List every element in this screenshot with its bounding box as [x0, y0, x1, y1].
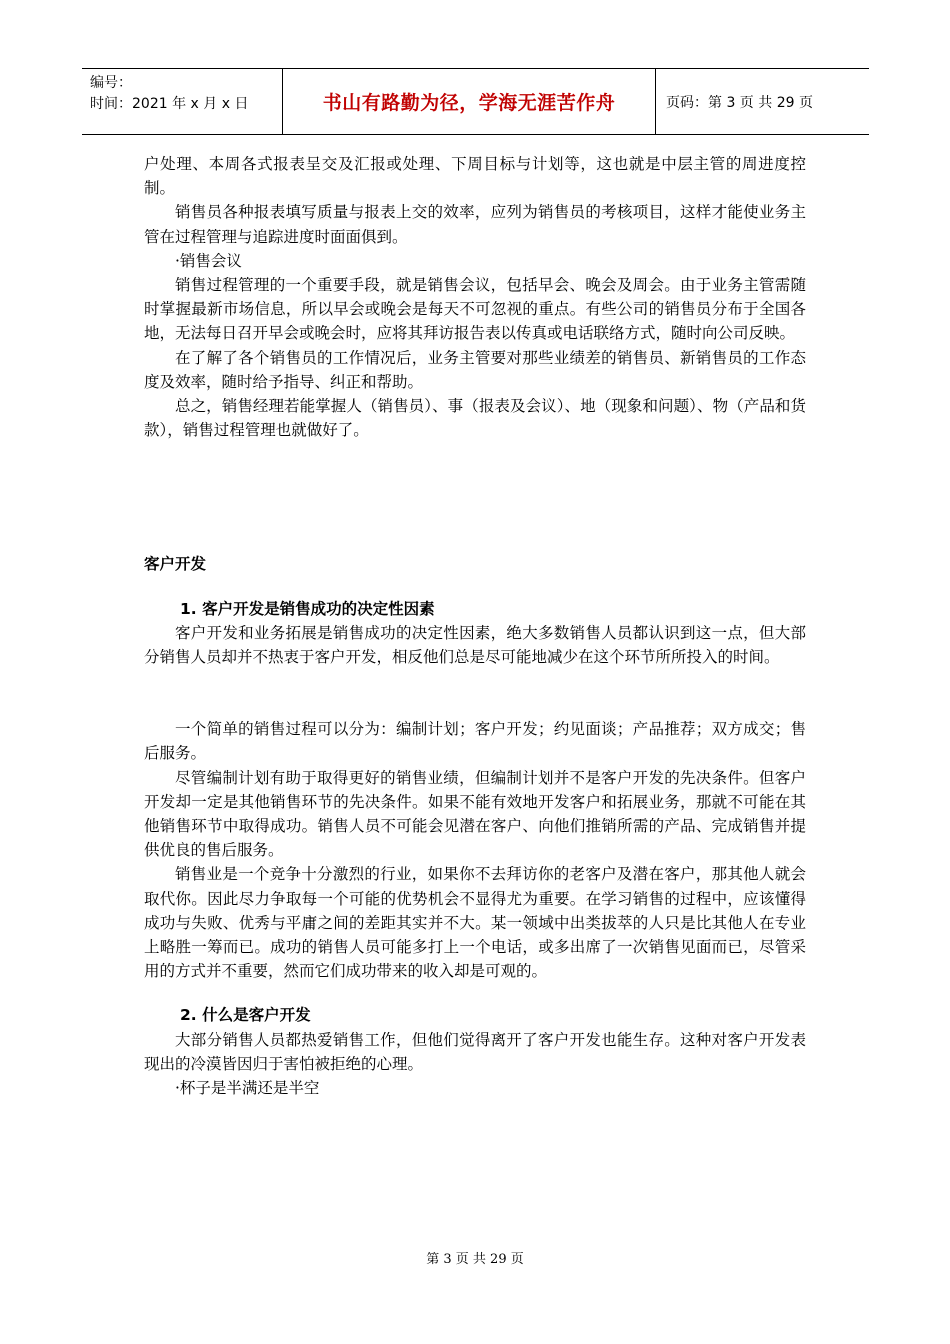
paragraph: 销售业是一个竞争十分激烈的行业，如果你不去拜访你的老客户及潜在客户，那其他人就会取代你。因此尽力争取每一个可能的优势机会不显得尤为重要。在学习销售的过程中，应该懂得成功与失败、优秀与平庸之间的差距其实并不大。某一领域中出类拔萃的人只是比其他人在专业上略胜一筹而已。成功的销售人员可能多打上一个电话，或多出席了一次销售见面而已，尽管采用的方式并不重要，然而它们成功带来的收入却是可观的。	[144, 865, 806, 981]
document-body	[144, 152, 806, 1100]
paragraph: 总之，销售经理若能掌握人（销售员）、事（报表及会议）、地（现象和问题）、物（产品和货款），销售过程管理也就做好了。	[144, 397, 806, 440]
paragraph: 一个简单的销售过程可以分为：编制计划；客户开发；约见面谈；产品推荐；双方成交；售后服务。	[144, 720, 806, 763]
paragraph: 户处理、本周各式报表呈交及汇报或处理、下周目标与计划等，这也就是中层主管的周进度控制。	[144, 155, 806, 198]
bullet-heading-sales-meeting: ·销售会议	[175, 251, 242, 270]
paragraph: 尽管编制计划有助于取得更好的销售业绩，但编制计划并不是客户开发的先决条件。但客户开发却一定是其他销售环节的先决条件。如果不能有效地开发客户和拓展业务，那就不可能在其他销售环节中取得成功。销售人员不可能会见潜在客户、向他们推销所需的产品、完成销售并提供优良的售后服务。	[144, 768, 806, 860]
paragraph: 在了解了各个销售员的工作情况后，业务主管要对那些业绩差的销售员、新销售员的工作态度及效率，随时给予指导、纠正和帮助。	[144, 348, 806, 391]
header-page-info: 页码：第 3 页 共 29 页	[666, 94, 813, 111]
header-motto: 书山有路勤为径，学海无涯苦作舟	[322, 92, 616, 114]
page-footer: 第 3 页 共 29 页	[426, 1252, 524, 1267]
paragraph: 客户开发和业务拓展是销售成功的决定性因素，绝大多数销售人员都认识到这一点，但大部分销售人员却并不热衷于客户开发，相反他们总是尽可能地减少在这个环节所所投入的时间。	[144, 623, 806, 667]
page-header	[82, 68, 869, 135]
document-number-label: 编号：	[90, 75, 132, 91]
spacer	[144, 669, 806, 717]
spacer	[144, 532, 806, 552]
section-title: 客户开发	[144, 555, 207, 574]
paragraph: 销售过程管理的一个重要手段，就是销售会议，包括早会、晚会及周会。由于业务主管需随时掌握最新市场信息，所以早会或晚会是每天不可忽视的重点。有些公司的销售员分布于全国各地，无法每日召开早会或晚会时，应将其拜访报告表以传真或电话联络方式，随时向公司反映。	[144, 276, 806, 343]
spacer	[144, 983, 806, 1003]
spacer	[144, 442, 806, 532]
paragraph: 大部分销售人员都热爱销售工作，但他们觉得离开了客户开发也能生存。这种对客户开发表现出的冷漠皆因归于害怕被拒绝的心理。	[144, 1030, 806, 1073]
header-motto-cell	[282, 69, 656, 134]
bullet-heading-cup: ·杯子是半满还是半空	[175, 1079, 320, 1098]
spacer	[144, 577, 806, 597]
header-meta	[82, 69, 282, 134]
subsection-title-2: 2. 什么是客户开发	[180, 1006, 311, 1025]
document-date: 时间：2021 年 x 月 x 日	[90, 96, 249, 112]
paragraph: 销售员各种报表填写质量与报表上交的效率，应列为销售员的考核项目，这样才能使业务主管在过程管理与追踪进度时面面俱到。	[144, 203, 806, 246]
subsection-title-1: 1. 客户开发是销售成功的决定性因素	[180, 599, 435, 618]
